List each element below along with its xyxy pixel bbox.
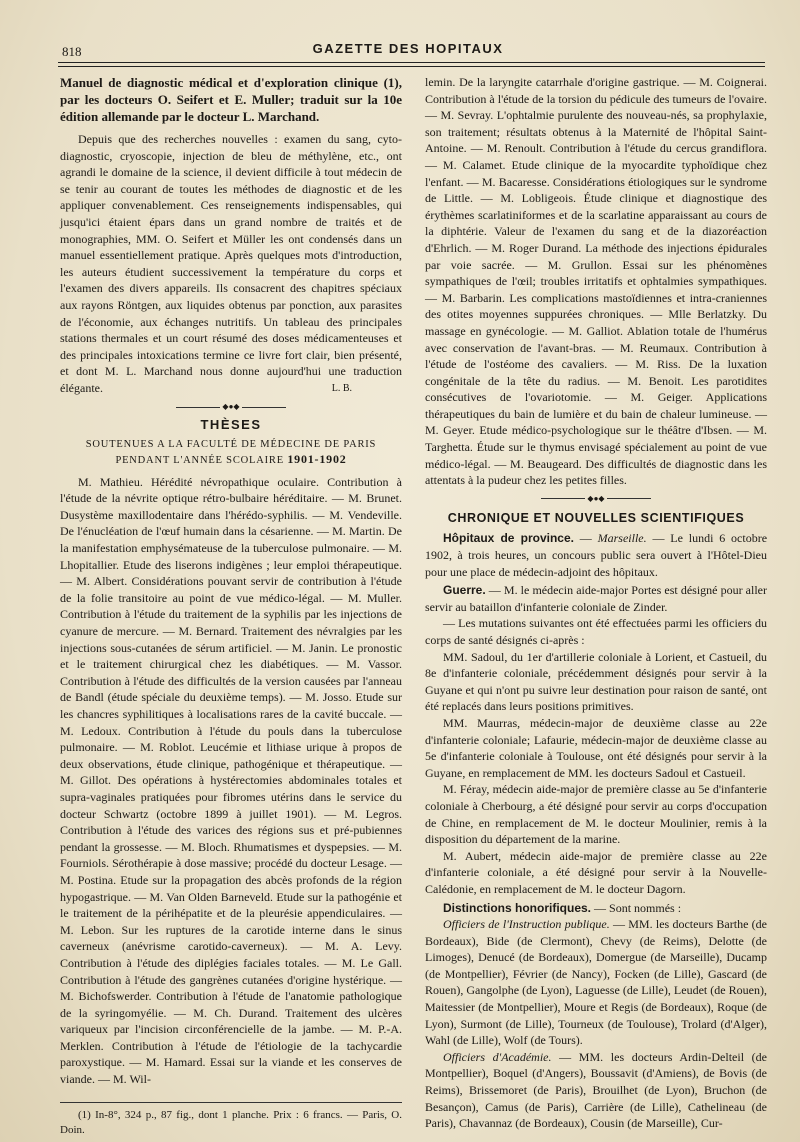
header-rule-thin	[58, 66, 765, 67]
maurras-paragraph: MM. Maurras, médecin-major de deuxième classe au 22e d'infanterie coloniale; Lafaurie, médecin-major de deuxième classe au 5e d'infanterie coloniale à Toulouse, ont été désignés pour servir à la Guyane, en remplacement de MM. les docteurs Sadoul et Castueil.	[425, 715, 767, 780]
running-header	[58, 38, 758, 60]
footnote: (1) In-8°, 324 p., 87 fig., dont 1 planche. Prix : 6 francs. — Paris, O. Doin.	[60, 1108, 402, 1136]
book-review-signature: L. B.	[331, 382, 352, 394]
sadoul-paragraph: MM. Sadoul, du 1er d'artillerie coloniale à Lorient, et Castueil, du 8e d'infanterie coloniale, précédemment désignés pour servir à la Guyane et qui n'ont pu suivre leur destination pour raison de santé, ont été replacés dans leurs positions primitives.	[425, 649, 767, 714]
journal-title: GAZETTE DES HOPITAUX	[312, 41, 504, 56]
mutations-paragraph: — Les mutations suivantes ont été effectuées parmi les officiers du corps de santé désignés ci-après :	[425, 616, 767, 647]
hopitaux-body: — Le lundi 6 octobre 1902, à trois heures, un concours public sera ouvert à l'Hôtel-Dieu pour une place de médecin-adjoint des hôpitaux.	[425, 531, 768, 579]
theses-subheading-faculty: SOUTENUES A LA FACULTÉ DE MÉDECINE DE PARIS	[85, 438, 377, 450]
feray-paragraph: M. Féray, médecin aide-major de première classe au 5e d'infanterie coloniale à Cherbourg, a été désigné pour servir au corps d'occupation de Chine, en remplacement de M. le docteur Moulinier, remis à la disposition du département de la marine.	[425, 782, 767, 847]
officiers-ip-paragraph	[425, 916, 767, 1049]
chronique-heading: CHRONIQUE ET NOUVELLES SCIENTIFIQUES	[447, 510, 745, 525]
distinctions-paragraph	[425, 900, 767, 917]
officiers-ip-body: — MM. les docteurs Barthe (de Bordeaux), Bide (de Clermont), Chevy (de Reims), Delotte (de Limoges), Denucé (de Bordeaux), Domergue (de Marseille), Ducamp (de Montpellier), Février (de Nancy), Focken (de Lille), Gascard (de Rouen), Gangolphe (de Lyon), Laguesse (de Lille), Leudet (de Rouen), Maitessier (de Montpellier), Moure et Regis (de Bordeaux), Roque (de Lyon), Surmont (de Lille), Tourneux (de Toulouse), Trolard (d'Alger), Wahl (de Lille), Wolf (de Tours).	[425, 917, 767, 1048]
hopitaux-paragraph: Hôpitaux de province. — Marseille. — Le lundi 6 octobre 1902, à trois heures, un concours public sera ouvert à l'Hôtel-Dieu pour une place de médecin-adjoint des hôpitaux.	[425, 531, 768, 579]
right-column	[425, 74, 767, 1132]
ornamental-separator-right: ◆●◆	[425, 492, 767, 506]
theses-list-continued: lemin. De la laryngite catarrhale d'origine gastrique. — M. Coignerai. Contribution à l'étude de la torsion du pédicule des tumeurs de l'ovaire. — M. Sevray. L'ophtalmie purulente des nouveau-nés, sa prophylaxie, son traitement; résultats obtenus à la Maternité de l'hôpital Saint-Antoine. — M. Renoult. Contribution à l'étude du cercus grandiflora. — M. Calamet. Etude clinique de la myocardite typhoïdique chez l'enfant. — M. Bacaresse. Considérations étiologiques sur le syndrome de Little. — M. Lobligeois. Étude clinique et diagnostique des érythèmes scarlatiniformes et de la scarlatine apparaissant au cours de la diphtérie. Valeur de l'examen du sang et de la diazoréaction d'Ehrlich. — M. Roger Durand. La méthode des injections épidurales par voie sacrée. — M. Grullon. Essai sur les phénomènes sympathiques de l'œil; troubles irritatifs et ophtalmies sympathiques. — M. Barbarin. Les complications mastoïdiennes et intra-craniennes des otites moyennes suppurées chroniques. — Mlle Berlatzky. Du massage en gynécologie. — M. Galliot. Ablation totale de l'humérus avec conservation de l'avant-bras. — M. Reumaux. Contribution à l'étude de l'ostéome des cavaliers. — M. Riss. De la luxation congénitale de la tête du radius. — M. Benoit. Les parotidites consécutives de l'ovariotomie. — M. Geiger. Applications thérapeutiques du bain de lumière et du bain de chaleur lumineuse. — M. Geyer. Etude médico-psychologique sur le théâtre d'Ibsen. — M. Targhetta. Étude sur le thymus envisagé spécialement au point de vue médico-légal. — M. Beaugeard. Des difficultés de diagnostic dans les attentats à la pudeur chez les petites filles.	[425, 75, 767, 488]
officiers-ip-head: Officiers de l'Instruction publique.	[443, 917, 610, 932]
book-review-title: Manuel de diagnostic médical et d'exploration clinique (1), par les docteurs O. Seifert et E. Muller; traduit sur la 10e édition allemande par le docteur L. Marchand.	[60, 75, 402, 124]
left-column	[60, 74, 402, 1138]
distinctions-head: Distinctions honorifiques.	[443, 900, 592, 915]
footnote-rule	[60, 1102, 402, 1103]
theses-year: 1901-1902	[287, 451, 347, 466]
officiers-ac-head: Officiers d'Académie.	[443, 1049, 552, 1064]
distinctions-body: — Sont nommés :	[594, 900, 682, 915]
theses-subheading-year	[60, 452, 402, 468]
book-review-body: Depuis que des recherches nouvelles : examen du sang, cyto-diagnostic, cryoscopie, injection de bleu de méthylène, etc., ont agrandi le domaine de la science, il devient difficile à tout médecin de se tenir au courant de toutes les méthodes de diagnostic et de les appliquer convenablement. Ces renseignements indispensables, qui jusqu'ici étaient épars dans un grand nombre de traités et de monographies, MM. O. Seifert et Müller les ont condensés dans un manuel essentiellement pratique. Après quelques mots d'introduction, les auteurs étudient successivement la température du corps et l'examen des divers appareils. Ils consacrent des chapitres spéciaux aux rayons Röntgen, aux liquides obtenus par ponction, aux parasites de l'économie, aux échanges nutritifs. Un tableau des principales stations thermales et un court résumé des doses médicamenteuses et des principales intoxications termine ce livre fort clair, bien présenté, et dont M. L. Marchand nous donne aujourd'hui une traduction élégante.	[60, 132, 402, 395]
officiers-ac-paragraph	[425, 1049, 767, 1132]
hopitaux-head: Hôpitaux de province.	[443, 531, 574, 546]
guerre-head: Guerre.	[443, 583, 486, 598]
header-rule	[58, 62, 765, 63]
hopitaux-city: Marseille.	[597, 531, 647, 546]
theses-list: M. Mathieu. Hérédité névropathique oculaire. Contribution à l'étude de la névrite optique rétro-bulbaire héréditaire. — M. Brunet. Dusystème maxillodentaire dans l'hérédo-syphilis. — M. Vendeville. De l'énucléation de l'œuf humain dans la césarienne. — M. Martin. De la manifestation emphysémateuse de la tuberculose pulmonaire. — M. Lhopitallier. Etude des liserons indigènes ; leur emploi thérapeutique. — M. Albert. Considérations pouvant servir de contribution à l'étude de la folie transitoire au point de vue médico-légal. — M. Muller. Contribution à l'étude du traitement de la syphilis par les injections de cyanure de mercure. — M. Bernard. Traitement des névralgies par les injections sous-cutanées de sérum artificiel. — M. Janin. Le pronostic et le traitement chirurgical chez les diabétiques. — M. Vassor. Contribution à l'étude des difficultés de la version causées par l'anneau de Bandl (étude spéciale du deuxième temps). — M. Josso. Etude sur les chancres syphilitiques à localisations rares de la cavité buccale. — M. Ledoux. Contribution à l'étude du pouls dans la tuberculose pulmonaire. — M. Roblot. Leucémie et lithiase urique à propos de deux observations, étude clinique, pathogénique et thérapeutique. — M. Gillot. Des opérations à hystérectomies abdominales totales et supra-vaginales pratiquées pour fibromes utérins dans le service du docteur Schwartz (octobre 1899 à juillet 1901). — M. Legros. Contribution à l'étude des varices des régions sus et pré-pubiennes pendant la grossesse. — M. Bloch. Rhumatismes et dyspepsies. — M. Fourniols. Sérothérapie à dose massive; procédé du docteur Lesage. — M. Postina. Etude sur la propagation des abcès profonds de la région hypogastrique. — M. Van Olden Barneveld. Etude sur la pathogénie et le traitement de la périhépatite et de la pleurésie appendiculaires. — M. Lebon. Sur les ruptures de la carotide interne dans le sinus caverneux (anévrisme carotido-caverneux). — M. A. Levy. Contribution à l'étude des diplégies faciales totales. — M. Le Gall. Contribution à l'étude des gangrènes cutanées d'origine hystérique. — M. Bichofswerder. Contribution à l'étude de l'anatomie pathologique de la syringomyélie. — M. Ch. Durand. Traitement des ulcères variqueux par l'incision circonférencielle de la jambe. — M. P.-A. Merklen. Contribution à l'étude de l'étiologie de la tachycardie paroxystique. — M. Hamard. Essai sur la viande et les conserves de viande. — M. Wil-	[60, 474, 402, 1087]
guerre-paragraph	[425, 582, 767, 615]
officiers-ac-body: — MM. les docteurs Ardin-Delteil (de Montpellier), Boquel (d'Angers), Boussavit (d'Amiens), de Bovis (de Reims), Brissemoret (de Paris), Brouilhet (de Lyon), Bruchon (de Besançon), Camus (de Paris), Carrière (de Lille), Cathelineau (de Paris), Chavannaz (de Bordeaux), Cousin (de Marseille), Cur-	[425, 1049, 767, 1131]
page-number: 818	[62, 44, 82, 59]
theses-heading: THÈSES	[200, 417, 262, 433]
theses-year-prefix: PENDANT L'ANNÉE SCOLAIRE	[115, 454, 288, 466]
guerre-body: — M. le médecin aide-major Portes est désigné pour aller servir au bataillon d'infanterie coloniale de Zinder.	[425, 583, 768, 614]
ornamental-separator: ◆●◆	[60, 400, 402, 414]
aubert-paragraph: M. Aubert, médecin aide-major de première classe au 22e d'infanterie coloniale, a été désigné pour servir à la Nouvelle-Calédonie, en remplacement de M. le docteur Dagorn.	[425, 848, 767, 896]
